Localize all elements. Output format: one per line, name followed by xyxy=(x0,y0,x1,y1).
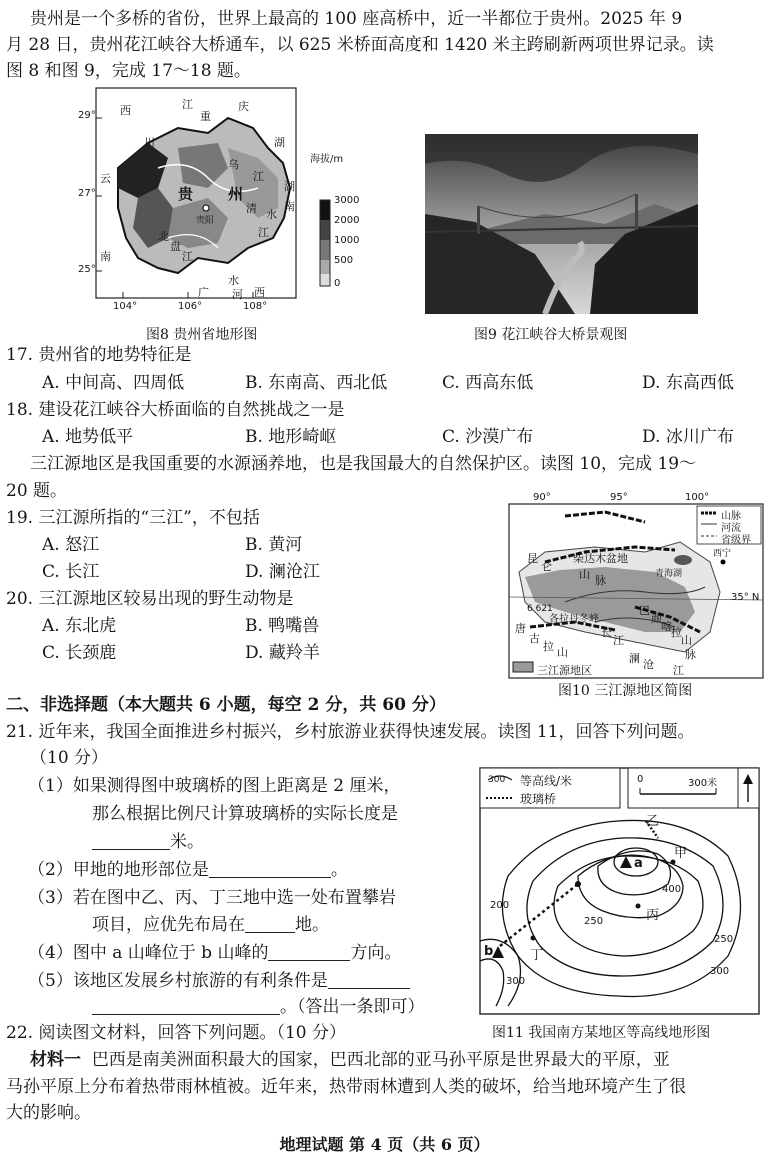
map-label: 江 xyxy=(182,250,193,263)
legend-value: 500 xyxy=(334,255,354,266)
map-label: 丁 xyxy=(530,948,544,963)
legend-item: 山脉 xyxy=(721,511,741,522)
legend-item: 省级界 xyxy=(721,535,751,546)
map-label: 贵 xyxy=(178,185,194,203)
figure-11-caption: 图11 我国南方某地区等高线地形图 xyxy=(492,1025,711,1041)
map-label: 江 xyxy=(182,98,193,111)
legend-item: 河流 xyxy=(721,523,741,534)
map-label: 湖 xyxy=(274,136,285,149)
map-label: 巴 xyxy=(639,604,650,617)
map-label: 南 xyxy=(100,250,111,263)
map-label: 甲 xyxy=(674,846,688,861)
intro-text-line: 月 28 日，贵州花江峡谷大桥通车，以 625 米桥面高度和 1420 米主跨刷新两项世界记录。读 xyxy=(6,35,714,55)
map-label: 青海湖 xyxy=(655,569,683,579)
figure-11-contour-map xyxy=(478,766,761,1016)
question-21-stem: 21. 近年来，我国全面推进乡村振兴，乡村旅游业获得快速发展。读图 11，回答下列问题。 xyxy=(6,722,695,742)
map-label: 清 xyxy=(246,202,257,215)
intro-text-line: 20 题。 xyxy=(6,481,68,501)
map-label: 各拉丹冬峰 xyxy=(549,614,599,625)
map-label: 江 xyxy=(613,634,624,647)
option-19-b[interactable]: B. 黄河 xyxy=(245,535,303,555)
q21-part-4: （4）图中 a 山峰位于 b 山峰的 方向。 xyxy=(28,943,402,963)
contour-label: 250 xyxy=(584,916,604,927)
map-label: 脉 xyxy=(595,574,606,587)
q22-material-1-line: 大的影响。 xyxy=(6,1103,91,1123)
section-2-title: 二、非选择题（本大题共 6 小题，每空 2 分，共 60 分） xyxy=(6,695,446,715)
q21-part-1: （1）如果测得图中玻璃桥的图上距离是 2 厘米， xyxy=(28,776,401,796)
map-label: 水 xyxy=(228,274,239,287)
option-19-a[interactable]: A. 怒江 xyxy=(42,535,100,555)
answer-blank-4[interactable] xyxy=(268,942,350,961)
option-20-b[interactable]: B. 鸭嘴兽 xyxy=(245,616,320,636)
option-18-c[interactable]: C. 沙漠广布 xyxy=(442,427,534,447)
legend-value: 3000 xyxy=(334,195,360,206)
map-label: 喀 xyxy=(661,620,672,633)
lon-label: 108° xyxy=(243,301,268,312)
map-label: 重 xyxy=(200,110,211,123)
figure-9-photo xyxy=(425,134,698,314)
map-label: 西 xyxy=(120,104,131,117)
lon-label: 104° xyxy=(113,301,138,312)
map-label: 柴达木盆地 xyxy=(573,552,628,565)
legend-contour-sample: 300 xyxy=(488,775,506,785)
answer-blank-2[interactable] xyxy=(209,859,331,878)
answer-blank-5[interactable] xyxy=(328,970,410,989)
map-label: 脉 xyxy=(685,648,696,661)
option-18-d[interactable]: D. 冰川广布 xyxy=(642,427,734,447)
map-label: b xyxy=(484,944,494,959)
q21-part-3: （3）若在图中乙、丙、丁三地中选一处布置攀岩 xyxy=(28,888,396,908)
map-label: 拉 xyxy=(543,640,554,653)
question-21-score: （10 分） xyxy=(30,748,109,768)
question-20-stem: 20. 三江源地区较易出现的野生动物是 xyxy=(6,589,294,609)
map-label: 湖 xyxy=(284,180,295,193)
option-20-c[interactable]: C. 长颈鹿 xyxy=(42,643,117,663)
q22-material-1: 材料一 巴西是南美洲面积最大的国家，巴西北部的亚马孙平原是世界最大的平原，亚 xyxy=(30,1050,670,1070)
map-label: 水 xyxy=(266,208,277,221)
guizhou-map-graphic xyxy=(78,88,356,318)
map-label: 澜 xyxy=(629,652,640,665)
map-label: a xyxy=(634,856,643,871)
q21-part-5: （5）该地区发展乡村旅游的有利条件是 xyxy=(28,968,410,994)
contour-label: 200 xyxy=(490,900,510,911)
lon-label: 90° xyxy=(533,492,551,503)
map-label: 拉 xyxy=(671,626,682,639)
contour-label: 400 xyxy=(662,884,682,895)
answer-blank-3[interactable] xyxy=(245,914,295,933)
map-label: 古 xyxy=(529,632,540,645)
lat-label: 35° N xyxy=(731,592,760,603)
map-label: 河 xyxy=(232,288,243,301)
answer-blank-1[interactable] xyxy=(92,831,170,850)
legend-title: 海拔/m xyxy=(310,154,344,165)
intro-text-line: 贵州是一个多桥的省份，世界上最高的 100 座高桥中，近一半都位于贵州。2025 年 9 xyxy=(30,9,683,29)
question-18-stem: 18. 建设花江峡谷大桥面临的自然挑战之一是 xyxy=(6,400,345,420)
legend-value: 0 xyxy=(334,278,341,289)
map-label: 江 xyxy=(673,664,684,677)
map-label: 丙 xyxy=(646,908,660,923)
map-label: 西宁 xyxy=(713,549,732,559)
lat-label: 29° xyxy=(78,110,96,121)
map-label: 江 xyxy=(258,226,269,239)
map-label: 颜 xyxy=(651,612,662,625)
map-label: 沧 xyxy=(643,658,654,671)
map-label: 庆 xyxy=(238,100,249,113)
lon-label: 100° xyxy=(685,492,710,503)
map-label: 州 xyxy=(228,185,244,203)
q21-part-5-cont: 。（答出一条即可） xyxy=(92,994,425,1020)
map-label: 贵阳 xyxy=(196,216,215,226)
q21-part-1-end: 米。 xyxy=(92,829,204,855)
map-label: 云 xyxy=(100,172,111,185)
option-17-a[interactable]: A. 中间高、四周低 xyxy=(42,373,185,393)
map-label: 长 xyxy=(601,626,612,639)
option-20-a[interactable]: A. 东北虎 xyxy=(42,616,117,636)
q21-part-1-cont: 那么根据比例尺计算玻璃桥的实际长度是 xyxy=(92,804,398,824)
map-label: 乙 xyxy=(646,814,660,829)
lon-label: 95° xyxy=(610,492,628,503)
map-label: 盘 xyxy=(170,240,181,253)
question-19-stem: 19. 三江源所指的“三江”，不包括 xyxy=(6,508,260,528)
option-17-c[interactable]: C. 西高东低 xyxy=(442,373,534,393)
map-label: 西 xyxy=(254,286,265,299)
legend-bridge: 玻璃桥 xyxy=(520,792,557,806)
intro-text-line: 图 8 和图 9，完成 17～18 题。 xyxy=(6,61,251,81)
map-label: 6 621 xyxy=(527,604,553,614)
lon-label: 106° xyxy=(178,301,203,312)
figure-9-caption: 图9 花江峡谷大桥景观图 xyxy=(474,327,628,343)
map-label: 唐 xyxy=(515,622,526,635)
question-22-stem: 22. 阅读图文材料，回答下列问题。（10 分） xyxy=(6,1023,346,1043)
map-label: 山 xyxy=(557,646,568,659)
answer-blank-5b[interactable] xyxy=(92,996,280,1015)
scale-label: 300米 xyxy=(688,778,718,789)
map-label: 广 xyxy=(198,286,209,299)
legend-area: 三江源地区 xyxy=(537,664,592,677)
option-17-d[interactable]: D. 东高西低 xyxy=(642,373,734,393)
bridge-photo-graphic xyxy=(425,134,698,314)
lat-label: 25° xyxy=(78,264,96,275)
question-17-stem: 17. 贵州省的地势特征是 xyxy=(6,345,192,365)
lat-label: 27° xyxy=(78,188,96,199)
page-footer: 地理试题 第 4 页（共 6 页） xyxy=(279,1135,490,1154)
legend-contour: 等高线/米 xyxy=(520,774,573,788)
q21-part-3-cont: 项目，应优先布局在 地。 xyxy=(92,915,329,935)
figure-8-map xyxy=(78,88,360,318)
contour-label: 250 xyxy=(714,934,734,945)
legend-value: 1000 xyxy=(334,235,360,246)
figure-10-caption: 图10 三江源地区简图 xyxy=(558,683,693,699)
option-18-a[interactable]: A. 地势低平 xyxy=(42,427,134,447)
map-label: 仑 xyxy=(541,560,552,573)
map-label: 乌 xyxy=(228,158,239,171)
map-label: 昆 xyxy=(527,552,538,565)
option-18-b[interactable]: B. 地形崎岖 xyxy=(245,427,337,447)
option-20-d[interactable]: D. 藏羚羊 xyxy=(245,643,320,663)
map-label: 南 xyxy=(284,200,295,213)
map-label: 北 xyxy=(158,230,169,243)
map-label: 江 xyxy=(253,170,264,183)
option-17-b[interactable]: B. 东南高、西北低 xyxy=(245,373,388,393)
scale-label: 0 xyxy=(637,774,644,785)
contour-label: 300 xyxy=(710,966,730,977)
intro-text-line: 三江源地区是我国重要的水源涵养地，也是我国最大的自然保护区。读图 10，完成 19～ xyxy=(30,454,697,474)
figure-8-caption: 图8 贵州省地形图 xyxy=(146,327,258,343)
contour-label: 300 xyxy=(506,976,526,987)
figure-10-map xyxy=(505,492,765,680)
legend-value: 2000 xyxy=(334,215,360,226)
map-label: 山 xyxy=(579,568,590,581)
q22-material-1-line: 马孙平原上分布着热带雨林植被。近年来，热带雨林遭到人类的破坏，给当地环境产生了很 xyxy=(6,1077,686,1097)
option-19-c[interactable]: C. 长江 xyxy=(42,562,100,582)
q21-part-2: （2）甲地的地形部位是 。 xyxy=(28,860,348,880)
map-label: 川 xyxy=(144,136,155,149)
option-19-d[interactable]: D. 澜沧江 xyxy=(245,562,320,582)
map-label: 山 xyxy=(681,634,692,647)
